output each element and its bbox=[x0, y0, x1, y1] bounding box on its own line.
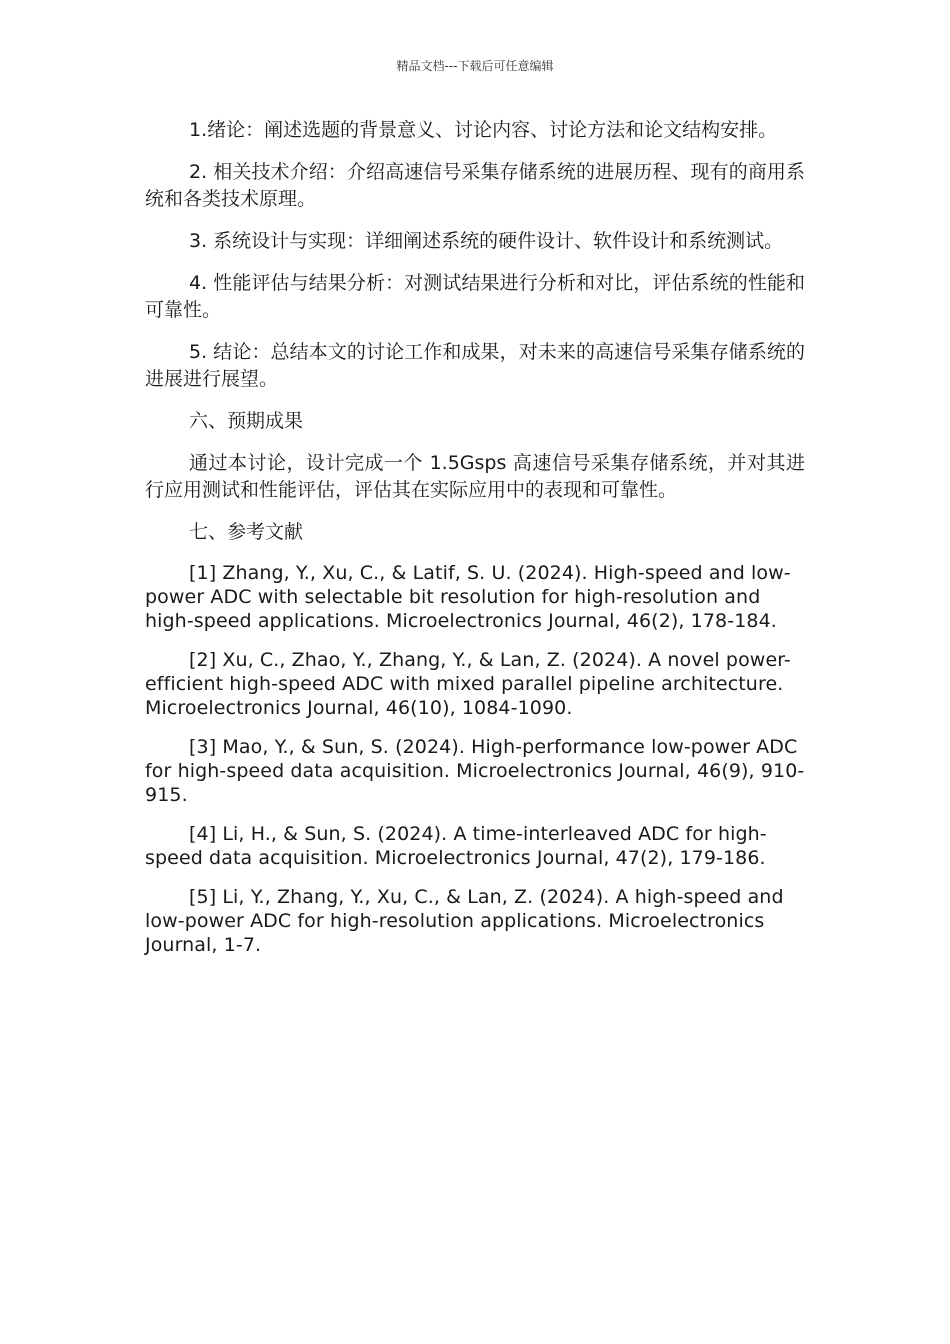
page-header: 精品文档---下载后可任意编辑 bbox=[396, 59, 554, 73]
structure-item-1: 1.绪论：阐述选题的背景意义、讨论内容、讨论方法和论文结构安排。 bbox=[189, 119, 778, 141]
structure-item-5: 5. 结论：总结本文的讨论工作和成果，对未来的高速信号采集存储系统的进展进行展望。 bbox=[145, 341, 805, 390]
section-six-heading: 六、预期成果 bbox=[189, 410, 304, 432]
reference-item: [4] Li, H., & Sun, S. (2024). A time-interleaved ADC for high-speed data acquisition. Microelectronics Journal, 47(2), 179-186. bbox=[145, 823, 767, 869]
section-six-body: 通过本讨论，设计完成一个 1.5Gsps 高速信号采集存储系统，并对其进行应用测试和性能评估，评估其在实际应用中的表现和可靠性。 bbox=[145, 452, 805, 501]
reference-item: [1] Zhang, Y., Xu, C., & Latif, S. U. (2024). High-speed and low-power ADC with selectable bit resolution for high-resolution and high-speed applications. Microelectronics Journal, 46(2), 178-184. bbox=[145, 562, 791, 632]
reference-item: [5] Li, Y., Zhang, Y., Xu, C., & Lan, Z. (2024). A high-speed and low-power ADC for high-resolution applications. Microelectronics Journal, 1-7. bbox=[145, 886, 784, 956]
structure-item-3: 3. 系统设计与实现：详细阐述系统的硬件设计、软件设计和系统测试。 bbox=[189, 230, 784, 252]
reference-item: [2] Xu, C., Zhao, Y., Zhang, Y., & Lan, Z. (2024). A novel power-efficient high-speed ADC with mixed parallel pipeline architecture. Microelectronics Journal, 46(10), 1084-1090. bbox=[145, 649, 791, 719]
structure-item-2: 2. 相关技术介绍：介绍高速信号采集存储系统的进展历程、现有的商用系统和各类技术原理。 bbox=[145, 161, 805, 210]
structure-item-4: 4. 性能评估与结果分析：对测试结果进行分析和对比，评估系统的性能和可靠性。 bbox=[145, 272, 805, 321]
document-body bbox=[145, 117, 805, 972]
section-seven-heading: 七、参考文献 bbox=[189, 521, 304, 543]
reference-item: [3] Mao, Y., & Sun, S. (2024). High-performance low-power ADC for high-speed data acquisition. Microelectronics Journal, 46(9), 910-915. bbox=[145, 736, 805, 806]
